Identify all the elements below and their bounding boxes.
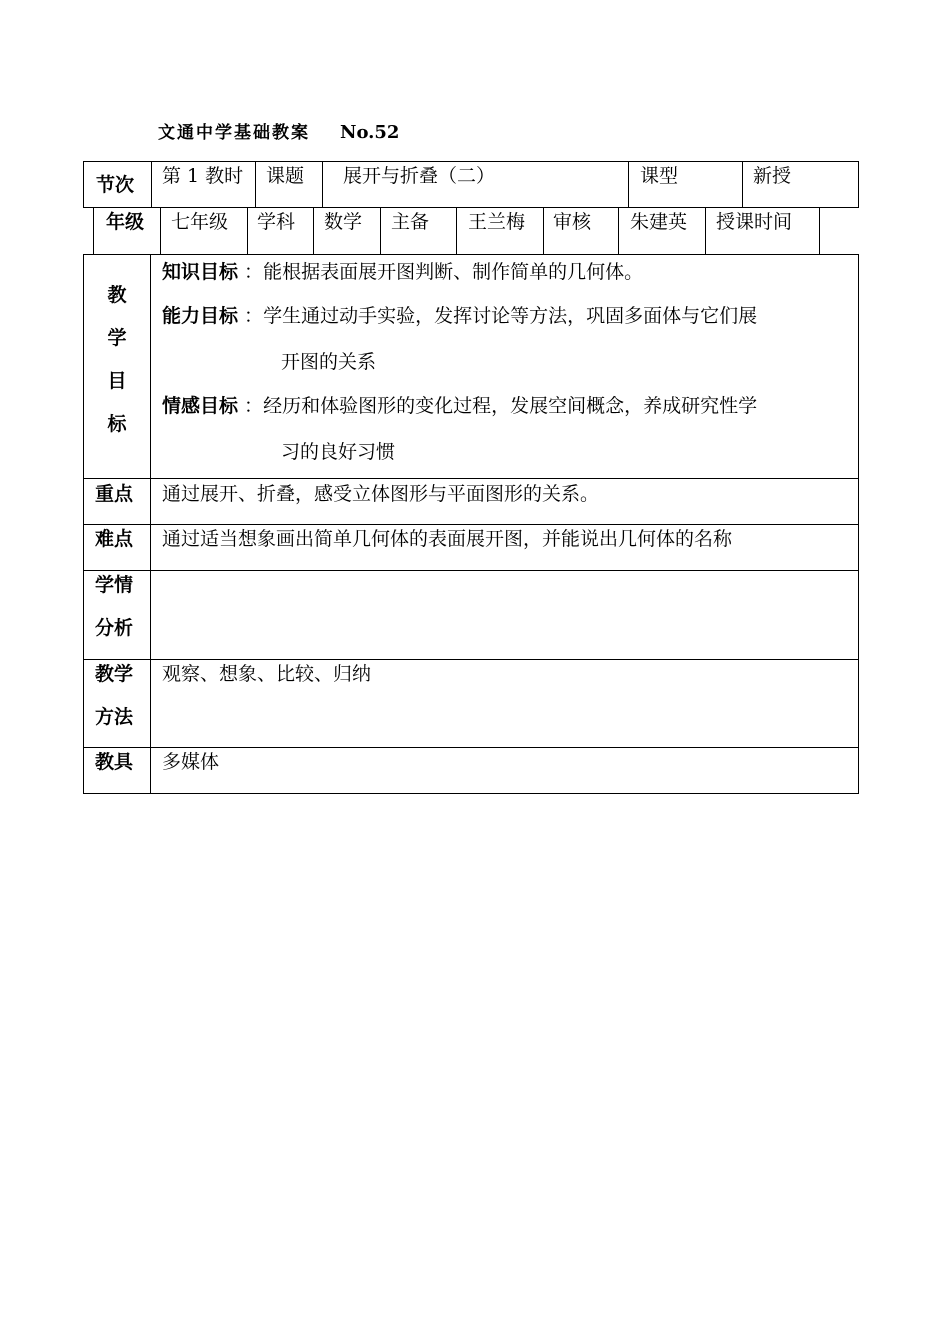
lead-value: 王兰梅 bbox=[468, 211, 526, 233]
table-right-border bbox=[858, 254, 859, 794]
row1-left-border bbox=[83, 161, 84, 208]
school-plan-title: 文通中学基础教案 bbox=[158, 123, 310, 143]
review-value: 朱建英 bbox=[630, 211, 688, 233]
time-label: 授课时间 bbox=[716, 211, 793, 233]
goals-bottom-line bbox=[83, 478, 859, 479]
row1-divider bbox=[322, 161, 323, 208]
analysis-label-line1: 学情 bbox=[95, 574, 134, 596]
emotion-goal: 情感目标 ：经历和体验图形的变化过程，发展空间概念，养成研究性学 bbox=[162, 395, 758, 417]
lead-label: 主备 bbox=[391, 211, 430, 233]
type-value: 新授 bbox=[753, 165, 792, 187]
row2-divider bbox=[313, 207, 314, 254]
row2-divider bbox=[543, 207, 544, 254]
goals-label bbox=[106, 274, 128, 446]
table-border-bottom bbox=[83, 793, 859, 794]
goals-label-char: 标 bbox=[107, 413, 127, 435]
topic-label: 课题 bbox=[266, 165, 305, 187]
type-label: 课型 bbox=[640, 165, 679, 187]
emotion-goal-text: 经历和体验图形的变化过程，发展空间概念，养成研究性学 bbox=[263, 395, 758, 417]
row2-divider bbox=[705, 207, 706, 254]
keypoint-bottom-line bbox=[83, 524, 859, 525]
ability-goal: 能力目标 ：学生通过动手实验，发挥讨论等方法，巩固多面体与它们展 bbox=[162, 305, 758, 327]
goals-label-char: 教 bbox=[107, 284, 127, 306]
row2-divider bbox=[380, 207, 381, 254]
knowledge-goal-text: 能根据表面展开图判断、制作简单的几何体。 bbox=[263, 261, 644, 283]
emotion-goal-label: 情感目标 bbox=[162, 395, 239, 417]
knowledge-goal-label: 知识目标 bbox=[162, 261, 239, 283]
row1-divider bbox=[628, 161, 629, 208]
grade-label: 年级 bbox=[106, 211, 145, 233]
ability-goal-text: 学生通过动手实验，发挥讨论等方法，巩固多面体与它们展 bbox=[263, 305, 758, 327]
row2-divider bbox=[247, 207, 248, 254]
method-text: 观察、想象、比较、归纳 bbox=[162, 663, 372, 685]
row1-divider bbox=[742, 161, 743, 208]
row2-divider bbox=[456, 207, 457, 254]
subject-value: 数学 bbox=[324, 211, 363, 233]
row1-right-border bbox=[858, 161, 859, 208]
ability-goal-label: 能力目标 bbox=[162, 305, 239, 327]
method-bottom-line bbox=[83, 747, 859, 748]
section-label: 节次 bbox=[96, 174, 135, 196]
topic-value: 展开与折叠（二） bbox=[343, 165, 496, 187]
method-label-line2: 方法 bbox=[95, 706, 134, 728]
tools-label: 教具 bbox=[95, 751, 134, 773]
key-point-text: 通过展开、折叠，感受立体图形与平面图形的关系。 bbox=[162, 483, 600, 505]
difficulty-bottom-line bbox=[83, 570, 859, 571]
row2-divider bbox=[160, 207, 161, 254]
section-value: 第 1 教时 bbox=[162, 165, 244, 187]
method-label-line1: 教学 bbox=[95, 663, 134, 685]
emotion-goal-continuation: 习的良好习惯 bbox=[281, 441, 396, 463]
row2-divider bbox=[819, 207, 820, 254]
label-column-divider bbox=[150, 254, 151, 794]
difficulty-label: 难点 bbox=[95, 528, 134, 550]
review-label: 审核 bbox=[553, 211, 592, 233]
subject-label: 学科 bbox=[257, 211, 296, 233]
goals-label-char: 学 bbox=[107, 327, 127, 349]
tools-text: 多媒体 bbox=[162, 751, 220, 773]
row2-divider bbox=[93, 207, 94, 254]
goals-label-char: 目 bbox=[107, 370, 127, 392]
key-point-label: 重点 bbox=[95, 483, 134, 505]
row1-divider bbox=[151, 161, 152, 208]
difficulty-text: 通过适当想象画出简单几何体的表面展开图，并能说出几何体的名称 bbox=[162, 528, 733, 550]
grade-value: 七年级 bbox=[171, 211, 229, 233]
row2-bottom-line bbox=[83, 254, 859, 255]
analysis-bottom-line bbox=[83, 659, 859, 660]
row1-divider bbox=[255, 161, 256, 208]
knowledge-goal: 知识目标 ：能根据表面展开图判断、制作简单的几何体。 bbox=[162, 261, 644, 283]
analysis-label-line2: 分析 bbox=[95, 617, 134, 639]
document-title bbox=[158, 118, 399, 143]
plan-number: No.52 bbox=[340, 122, 400, 143]
row2-divider bbox=[618, 207, 619, 254]
ability-goal-continuation: 开图的关系 bbox=[281, 351, 377, 373]
table-left-border bbox=[83, 254, 84, 794]
